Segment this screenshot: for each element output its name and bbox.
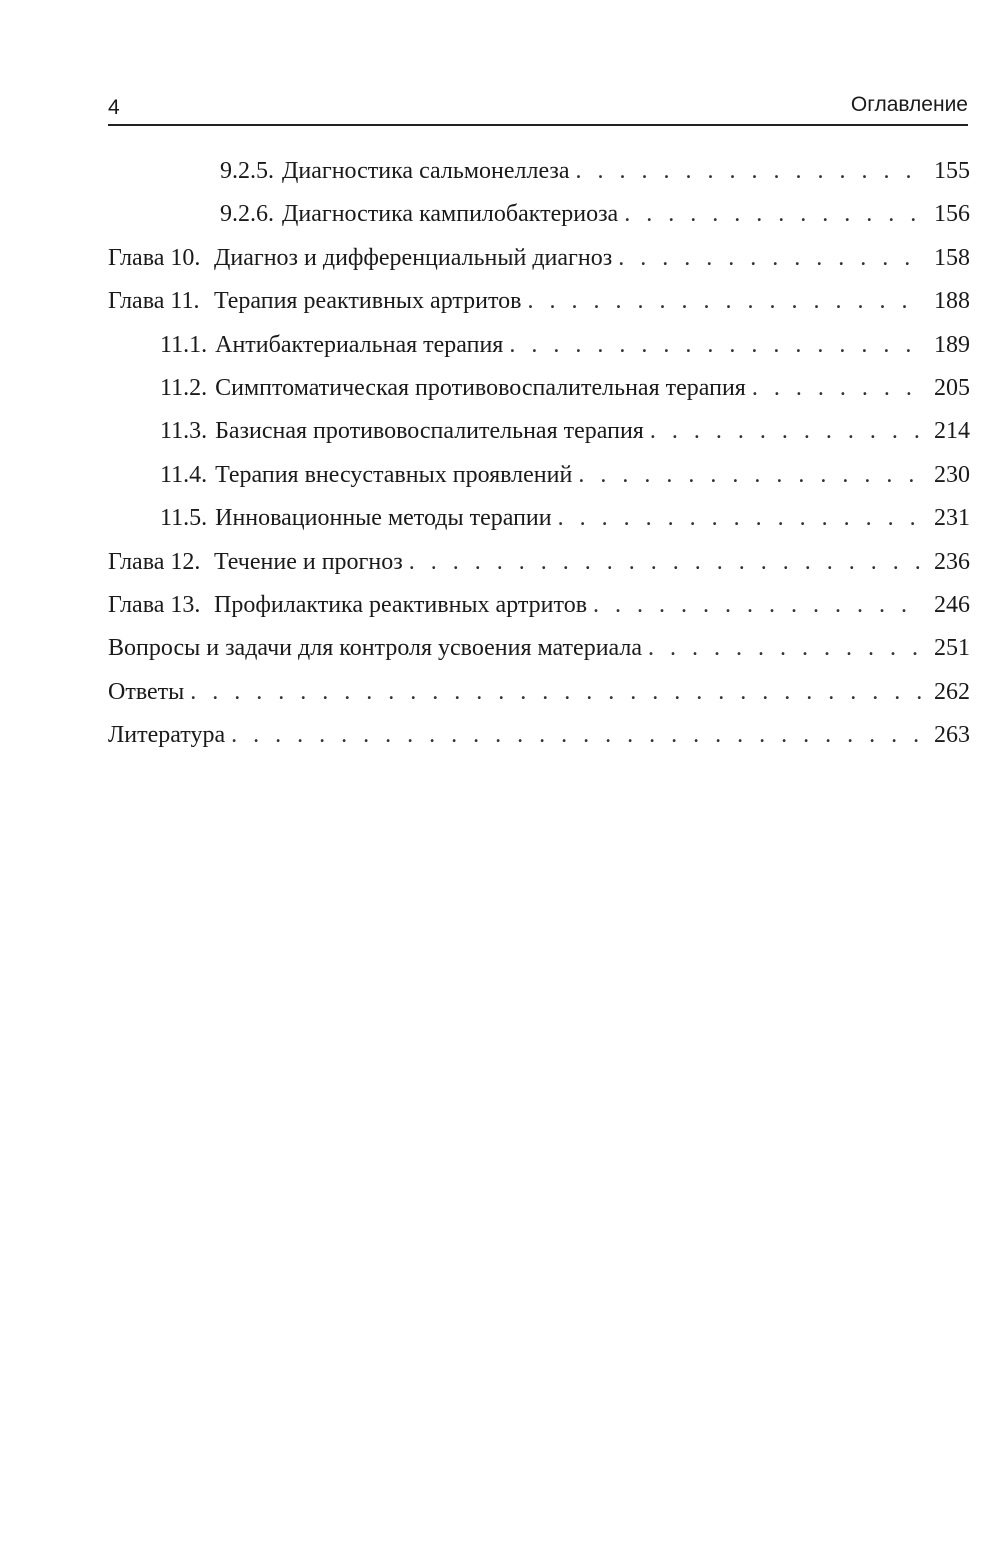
- toc-entry[interactable]: [108, 280, 970, 323]
- section-number: 11.5.: [160, 505, 208, 532]
- toc-entry-title: Вопросы и задачи для контроля усвоения материала: [108, 635, 643, 662]
- toc-entry-title: Профилактика реактивных артритов: [214, 591, 588, 618]
- page-header: [108, 88, 968, 126]
- dot-leader: [409, 541, 924, 584]
- toc-entry-title: Течение и прогноз: [214, 548, 403, 575]
- toc-entry-title: Терапия реактивных артритов: [214, 288, 522, 315]
- section-number: 11.3.: [160, 418, 208, 445]
- toc-page-number: 230: [934, 461, 970, 488]
- toc-entry-title: Инновационные методы терапии: [215, 505, 552, 532]
- chapter-number: Глава 10.: [108, 244, 201, 271]
- toc-entry[interactable]: [108, 584, 970, 627]
- toc-entry[interactable]: [108, 324, 970, 367]
- toc-page-number: 188: [934, 288, 970, 315]
- dot-leader: [648, 627, 924, 670]
- toc-page-number: 262: [934, 678, 970, 705]
- dot-leader: [618, 237, 924, 280]
- dot-leader: [528, 280, 925, 323]
- dot-leader: [624, 193, 924, 236]
- toc-entry-title: Симптоматическая противовоспалительная терапия: [215, 374, 746, 401]
- dot-leader: [558, 497, 924, 540]
- toc-entry[interactable]: [108, 497, 970, 540]
- section-number: 11.2.: [160, 374, 208, 401]
- toc-entry[interactable]: [108, 237, 970, 280]
- toc-page-number: 231: [934, 505, 970, 532]
- running-title: Оглавление: [850, 93, 968, 116]
- toc-entry-title: Диагностика кампилобактериоза: [282, 201, 619, 228]
- toc-entry-title: Терапия внесуставных проявлений: [215, 461, 573, 488]
- dot-leader: [190, 671, 924, 714]
- toc-page-number: 156: [934, 201, 970, 228]
- toc-page-number: 189: [934, 331, 970, 358]
- toc-entry[interactable]: [108, 454, 970, 497]
- section-number: 9.2.5.: [220, 158, 274, 184]
- toc-entry[interactable]: [108, 627, 970, 670]
- page-number: 4: [108, 96, 120, 119]
- toc-page-number: 155: [934, 158, 970, 184]
- toc-entry-title: Антибактериальная терапия: [215, 331, 504, 358]
- toc-entry-title: Диагностика сальмонеллеза: [282, 158, 570, 184]
- toc-page-number: 251: [934, 635, 970, 662]
- toc-entry-title: Ответы: [108, 678, 185, 705]
- toc-entry[interactable]: [108, 541, 970, 584]
- chapter-number: Глава 12.: [108, 548, 201, 575]
- dot-leader: [578, 454, 924, 497]
- dot-leader: [231, 714, 924, 757]
- toc-page-number: 205: [934, 374, 970, 401]
- dot-leader: [650, 410, 924, 453]
- toc-entry[interactable]: [108, 193, 970, 236]
- toc-entry[interactable]: [108, 671, 970, 714]
- toc-entry[interactable]: [108, 410, 970, 453]
- chapter-number: Глава 11.: [108, 288, 200, 315]
- toc-entry[interactable]: [108, 714, 970, 757]
- chapter-number: Глава 13.: [108, 591, 201, 618]
- toc-entry-title: Литература: [108, 722, 226, 749]
- toc-page-number: 263: [934, 722, 970, 749]
- section-number: 9.2.6.: [220, 201, 274, 228]
- dot-leader: [576, 150, 924, 193]
- toc-entry-title: Диагноз и дифференциальный диагноз: [214, 244, 613, 271]
- toc-entry[interactable]: [108, 150, 970, 193]
- toc-entry[interactable]: [108, 367, 970, 410]
- table-of-contents: [108, 150, 970, 757]
- dot-leader: [593, 584, 924, 627]
- toc-page-number: 236: [934, 548, 970, 575]
- toc-page-number: 158: [934, 244, 970, 271]
- dot-leader: [752, 367, 924, 410]
- dot-leader: [509, 324, 924, 367]
- toc-page-number: 246: [934, 591, 970, 618]
- section-number: 11.1.: [160, 331, 208, 358]
- toc-page-number: 214: [934, 418, 970, 445]
- toc-entry-title: Базисная противовоспалительная терапия: [215, 418, 644, 445]
- section-number: 11.4.: [160, 461, 208, 488]
